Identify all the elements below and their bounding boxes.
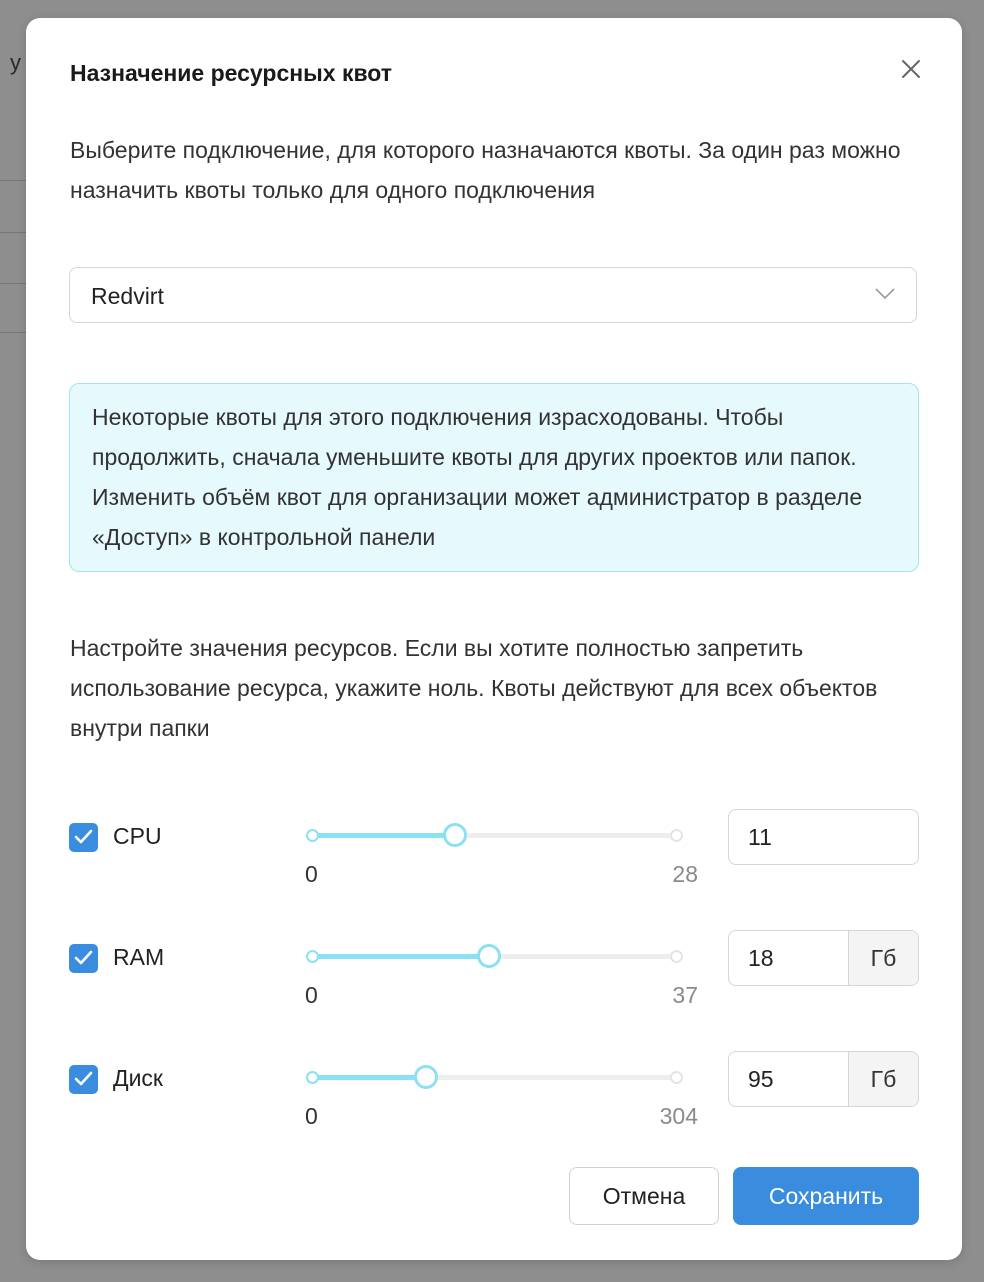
checkmark-icon bbox=[74, 1071, 93, 1087]
ram-max-label: 37 bbox=[672, 982, 698, 1008]
slider-min-dot bbox=[306, 829, 319, 842]
connection-select[interactable] bbox=[69, 267, 917, 323]
slider-handle[interactable] bbox=[414, 1065, 438, 1089]
ram-label: RAM bbox=[113, 944, 165, 970]
quota-dialog bbox=[26, 18, 962, 1260]
cpu-min-label: 0 bbox=[305, 861, 318, 887]
resource-row-disk bbox=[26, 1051, 962, 1141]
checkmark-icon bbox=[74, 950, 93, 966]
ram-slider[interactable] bbox=[306, 941, 686, 971]
connection-select-value: Redvirt bbox=[91, 283, 164, 309]
ram-input-value: 18 bbox=[748, 945, 774, 971]
disk-input[interactable] bbox=[728, 1051, 919, 1107]
slider-fill bbox=[312, 833, 455, 838]
cancel-button[interactable]: Отмена bbox=[569, 1167, 719, 1225]
save-button[interactable]: Сохранить bbox=[733, 1167, 919, 1225]
slider-max-dot bbox=[670, 829, 683, 842]
slider-max-dot bbox=[670, 950, 683, 963]
slider-min-dot bbox=[306, 950, 319, 963]
ram-input[interactable] bbox=[728, 930, 919, 986]
resource-row-cpu bbox=[26, 809, 962, 899]
slider-handle[interactable] bbox=[443, 823, 467, 847]
checkmark-icon bbox=[74, 829, 93, 845]
close-button[interactable] bbox=[896, 54, 926, 84]
ram-checkbox[interactable] bbox=[69, 944, 98, 973]
disk-input-value: 95 bbox=[748, 1066, 774, 1092]
cpu-input[interactable] bbox=[728, 809, 919, 865]
close-icon bbox=[896, 54, 926, 84]
cpu-label: CPU bbox=[113, 823, 162, 849]
slider-fill bbox=[312, 1075, 426, 1080]
info-alert-text: Некоторые квоты для этого подключения израсходованы. Чтобы продолжить, сначала уменьшите квоты для других проектов или папок. Изменить объём квот для организации может администратор в разделе «Доступ» в контрольной панели bbox=[92, 404, 863, 550]
disk-unit: Гб bbox=[848, 1052, 918, 1106]
ram-min-label: 0 bbox=[305, 982, 318, 1008]
slider-handle[interactable] bbox=[477, 944, 501, 968]
info-alert bbox=[69, 383, 919, 572]
slider-min-dot bbox=[306, 1071, 319, 1084]
resource-row-ram bbox=[26, 930, 962, 1020]
resources-hint: Настройте значения ресурсов. Если вы хотите полностью запретить использование ресурса, укажите ноль. Квоты действуют для всех объектов внутри папки bbox=[70, 635, 878, 741]
slider-max-dot bbox=[670, 1071, 683, 1084]
dialog-title: Назначение ресурсных квот bbox=[70, 60, 393, 86]
cpu-input-value: 11 bbox=[748, 824, 772, 850]
chevron-down-icon bbox=[874, 287, 896, 301]
background-text: у bbox=[10, 50, 21, 75]
disk-slider[interactable] bbox=[306, 1062, 686, 1092]
cpu-checkbox[interactable] bbox=[69, 823, 98, 852]
disk-label: Диск bbox=[113, 1065, 163, 1091]
disk-checkbox[interactable] bbox=[69, 1065, 98, 1094]
cpu-max-label: 28 bbox=[672, 861, 698, 887]
disk-max-label: 304 bbox=[659, 1103, 698, 1129]
cpu-slider[interactable] bbox=[306, 820, 686, 850]
disk-min-label: 0 bbox=[305, 1103, 318, 1129]
ram-unit: Гб bbox=[848, 931, 918, 985]
slider-fill bbox=[312, 954, 489, 959]
intro-text: Выберите подключение, для которого назначаются квоты. За один раз можно назначить квоты только для одного подключения bbox=[70, 137, 901, 203]
